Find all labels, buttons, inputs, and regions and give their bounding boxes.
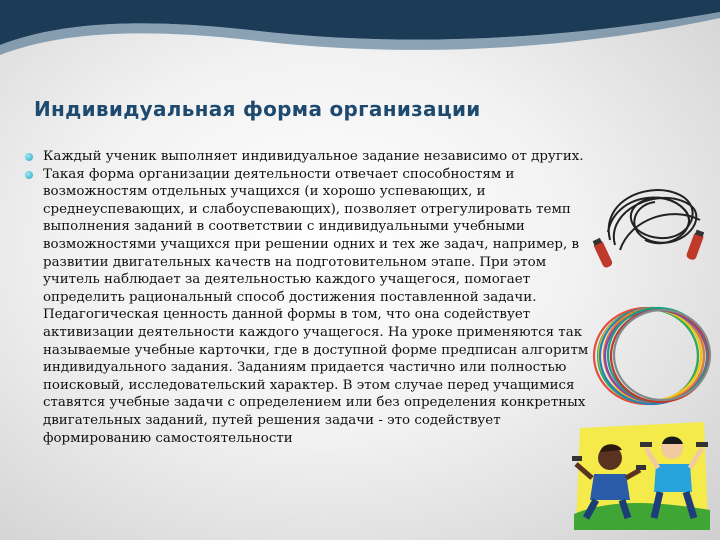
bullet-text: Такая форма организации деятельности отвечает способностям и возможностям отдельных учащихся (и хорошо успевающих, и среднеуспевающих, и слабоуспевающих), позволяет отрегулировать темп выполнения заданий в соответствии с индивидуальными учебными возможностями учащихся при решении одних и тех же задач, например, в развитии двигательных качеств на подготовительном этапе. При этом учитель наблюдает за деятельностью каждого учащегося, помогает определить рациональный способ достижения поставленной задачи. Педагогическая ценность данной формы в том, что она содействует активизации деятельности каждого учащегося. На уроке применяются так называемые учебные карточки, где в доступной форме предписан алгоритм индивидуального задания. Заданиям придается частично или полностью поисковый, исследовательский характер. В этом случае перед учащимися ставятся учебные задачи с определением или без определения конкретных двигательных заданий, путей решения задачи - это содействует формированию самостоятельности — [43, 166, 589, 446]
bullet-dot-icon — [25, 153, 33, 161]
bullet-list — [22, 148, 597, 447]
hula-hoops-image — [582, 300, 717, 410]
header-wave-decoration — [0, 0, 720, 75]
dumbbell-exercise-image — [572, 418, 712, 530]
jump-rope-image — [590, 170, 714, 270]
bullet-item — [22, 166, 597, 448]
slide-title: Индивидуальная форма организации — [34, 97, 481, 121]
bullet-dot-icon — [25, 171, 33, 179]
bullet-text: Каждый ученик выполняет индивидуальное задание независимо от других. — [43, 149, 584, 164]
bullet-item — [22, 148, 597, 166]
